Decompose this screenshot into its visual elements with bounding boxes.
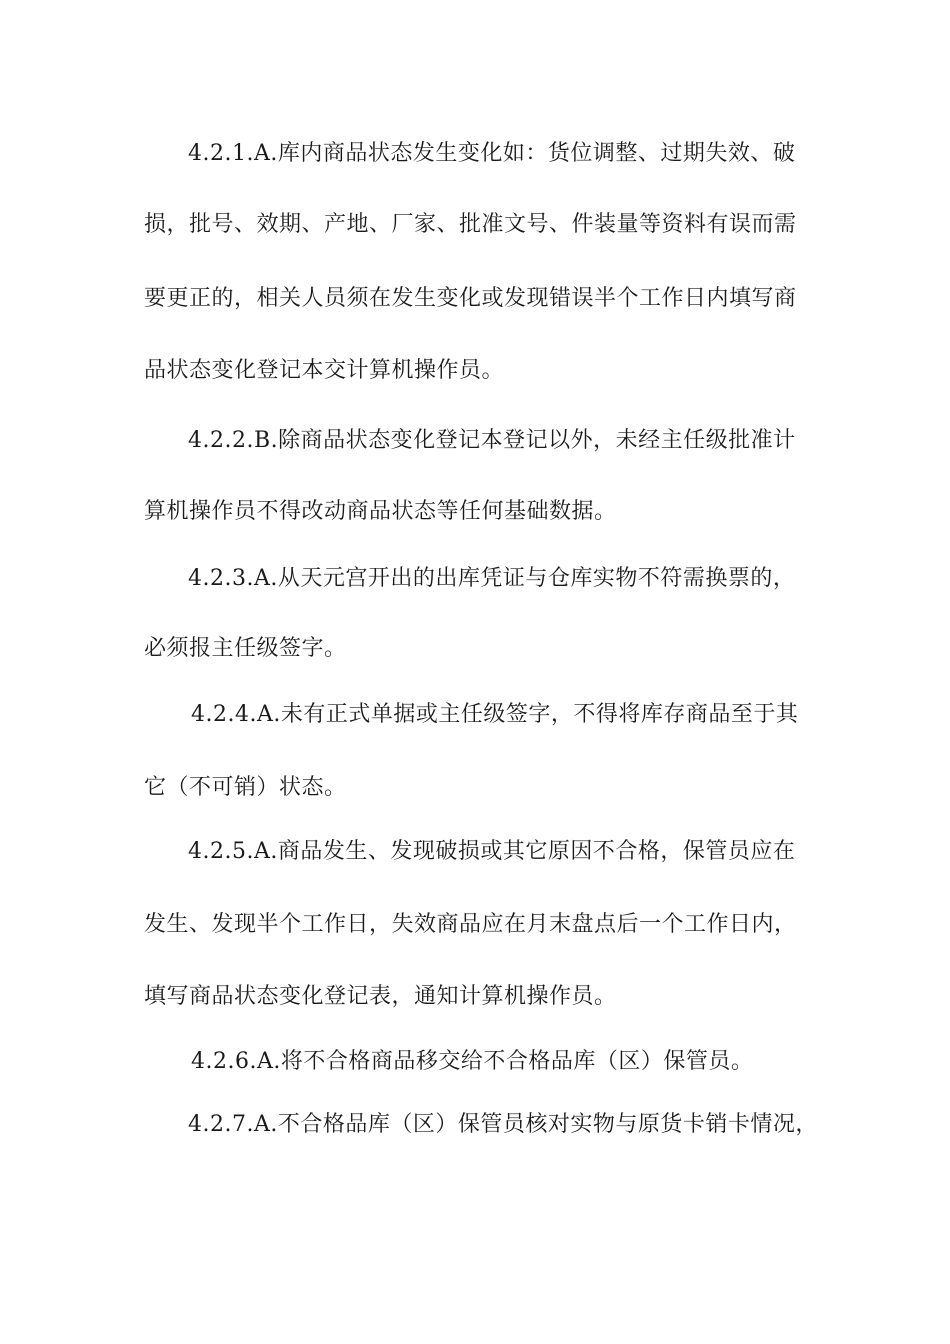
paragraph-4-2-2-line-1: 4.2.2.B.除商品状态变化登记本登记以外，未经主任级批准计 bbox=[188, 428, 796, 453]
paragraph-4-2-2-line-2: 算机操作员不得改动商品状态等任何基础数据。 bbox=[144, 499, 617, 524]
paragraph-4-2-5-line-1: 4.2.5.A.商品发生、发现破损或其它原因不合格，保管员应在 bbox=[188, 839, 796, 864]
paragraph-4-2-7-line-1: 4.2.7.A.不合格品库（区）保管员核对实物与原货卡销卡情况， bbox=[188, 1112, 818, 1137]
paragraph-4-2-3-line-1: 4.2.3.A.从天元宫开出的出库凭证与仓库实物不符需换票的， bbox=[188, 566, 796, 591]
paragraph-4-2-1-line-1: 4.2.1.A.库内商品状态发生变化如：货位调整、过期失效、破 bbox=[188, 141, 796, 166]
paragraph-4-2-3-line-2: 必须报主任级签字。 bbox=[144, 636, 347, 661]
paragraph-4-2-4-line-1: 4.2.4.A.未有正式单据或主任级签字，不得将库存商品至于其 bbox=[191, 702, 799, 727]
paragraph-4-2-5-line-2: 发生、发现半个工作日，失效商品应在月末盘点后一个工作日内， bbox=[144, 912, 797, 937]
paragraph-4-2-4-line-2: 它（不可销）状态。 bbox=[144, 775, 347, 800]
paragraph-4-2-1-line-2: 损，批号、效期、产地、厂家、批准文号、件装量等资料有误而需 bbox=[144, 212, 797, 237]
paragraph-4-2-5-line-3: 填写商品状态变化登记表，通知计算机操作员。 bbox=[144, 984, 617, 1009]
paragraph-4-2-1-line-4: 品状态变化登记本交计算机操作员。 bbox=[144, 358, 505, 383]
paragraph-4-2-1-line-3: 要更正的，相关人员须在发生变化或发现错误半个工作日内填写商 bbox=[144, 286, 797, 311]
paragraph-4-2-6-line-1: 4.2.6.A.将不合格商品移交给不合格品库（区）保管员。 bbox=[191, 1049, 754, 1074]
